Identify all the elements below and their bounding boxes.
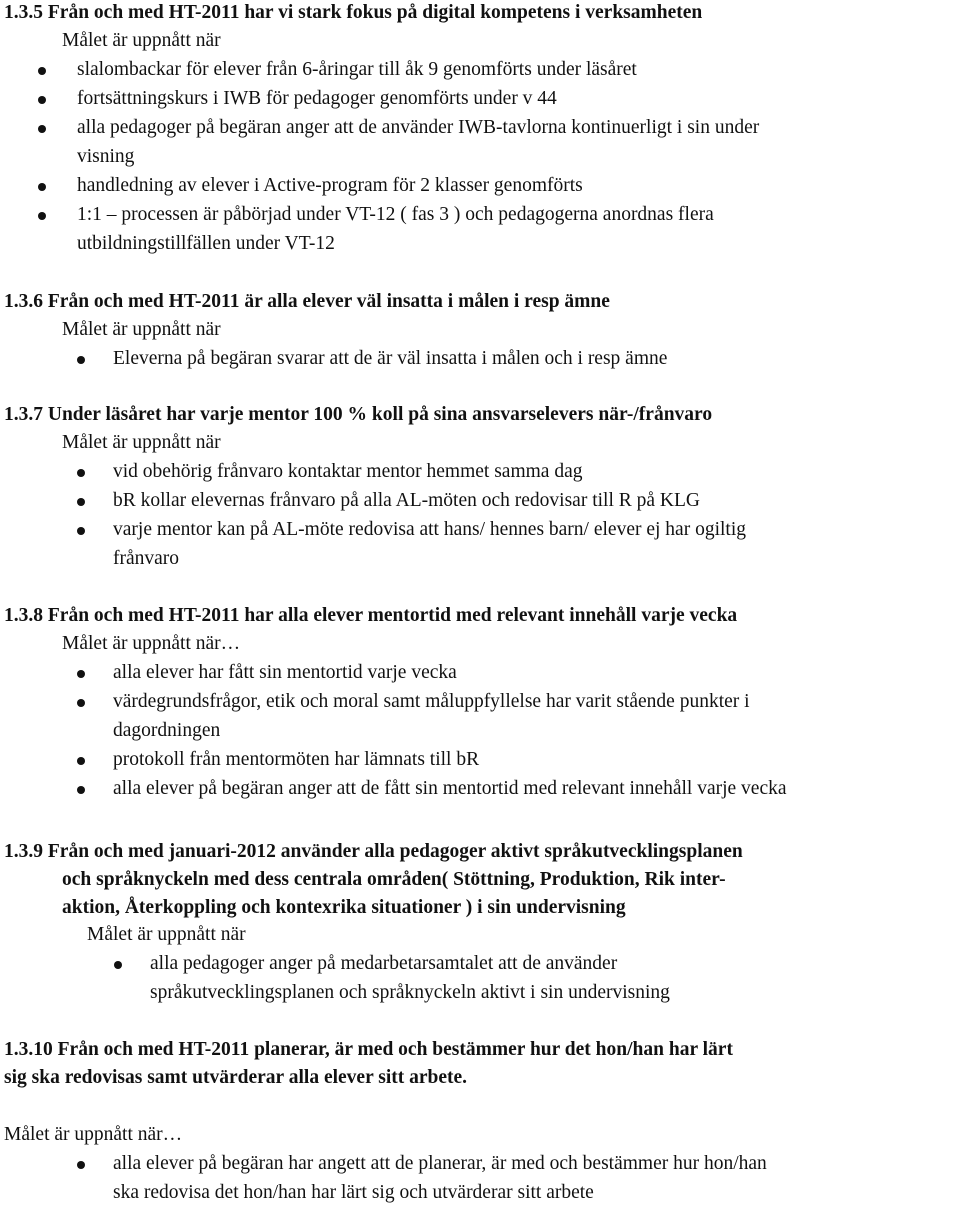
goal-label: Målet är uppnått när… xyxy=(62,633,241,654)
bullet-icon xyxy=(77,356,85,364)
section-heading: 1.3.7 Under läsåret har varje mentor 100 % koll på sina ansvarselevers när-/frånvaro xyxy=(4,404,713,425)
list-item: värdegrundsfrågor, etik och moral samt måluppfyllelse har varit stående punkter i xyxy=(113,691,750,712)
goal-label: Målet är uppnått när xyxy=(62,30,221,51)
list-item: alla pedagoger anger på medarbetarsamtalet att de använder xyxy=(150,953,618,974)
bullet-icon xyxy=(38,183,46,191)
section-heading: 1.3.5 Från och med HT-2011 har vi stark fokus på digital kompetens i verksamheten xyxy=(4,2,703,23)
list-item: alla elever på begäran anger att de fått sin mentortid med relevant innehåll varje vecka xyxy=(113,778,787,799)
list-item: bR kollar elevernas frånvaro på alla AL-möten och redovisar till R på KLG xyxy=(113,490,700,511)
bullet-icon xyxy=(38,96,46,104)
section-heading-continuation: aktion, Återkoppling och kontexrika situationer ) i sin undervisning xyxy=(62,897,626,918)
bullet-icon xyxy=(77,670,85,678)
section-heading: 1.3.8 Från och med HT-2011 har alla elever mentortid med relevant innehåll varje vecka xyxy=(4,605,738,626)
goal-label: Målet är uppnått när xyxy=(62,432,221,453)
list-item-continuation: visning xyxy=(77,146,135,167)
bullet-icon xyxy=(77,527,85,535)
list-item-continuation: dagordningen xyxy=(113,720,221,741)
bullet-icon xyxy=(38,212,46,220)
list-item-continuation: frånvaro xyxy=(113,548,180,569)
bullet-icon xyxy=(77,786,85,794)
list-item: alla elever har fått sin mentortid varje vecka xyxy=(113,662,457,683)
list-item: slalombackar för elever från 6-åringar till åk 9 genomförts under läsåret xyxy=(77,59,637,80)
list-item-continuation: utbildningstillfällen under VT-12 xyxy=(77,233,335,254)
section-heading: 1.3.9 Från och med januari-2012 använder alla pedagoger aktivt språkutvecklingsplanen xyxy=(4,841,743,862)
section-heading-continuation: och språknyckeln med dess centrala områden( Stöttning, Produktion, Rik inter- xyxy=(62,869,726,890)
list-item-continuation: språkutvecklingsplanen och språknyckeln aktivt i sin undervisning xyxy=(150,982,670,1003)
section-heading-continuation: sig ska redovisas samt utvärderar alla elever sitt arbete. xyxy=(4,1067,468,1088)
list-item: alla elever på begäran har angett att de planerar, är med och bestämmer hur hon/han xyxy=(113,1153,767,1174)
list-item: vid obehörig frånvaro kontaktar mentor hemmet samma dag xyxy=(113,461,583,482)
list-item: alla pedagoger på begäran anger att de använder IWB-tavlorna kontinuerligt i sin under xyxy=(77,117,760,138)
bullet-icon xyxy=(77,498,85,506)
section-heading: 1.3.6 Från och med HT-2011 är alla elever väl insatta i målen i resp ämne xyxy=(4,291,610,312)
bullet-icon xyxy=(38,125,46,133)
list-item-continuation: ska redovisa det hon/han har lärt sig och utvärderar sitt arbete xyxy=(113,1182,594,1203)
bullet-icon xyxy=(77,469,85,477)
bullet-icon xyxy=(38,67,46,75)
bullet-icon xyxy=(77,699,85,707)
bullet-icon xyxy=(114,961,122,969)
goal-label: Målet är uppnått när… xyxy=(4,1124,183,1145)
list-item: 1:1 – processen är påbörjad under VT-12 ( fas 3 ) och pedagogerna anordnas flera xyxy=(77,204,714,225)
goal-label: Målet är uppnått när xyxy=(62,319,221,340)
list-item: varje mentor kan på AL-möte redovisa att hans/ hennes barn/ elever ej har ogiltig xyxy=(113,519,746,540)
goal-label: Målet är uppnått när xyxy=(87,924,246,945)
list-item: Eleverna på begäran svarar att de är väl insatta i målen och i resp ämne xyxy=(113,348,668,369)
list-item: handledning av elever i Active-program för 2 klasser genomförts xyxy=(77,175,583,196)
section-heading: 1.3.10 Från och med HT-2011 planerar, är med och bestämmer hur det hon/han har lärt xyxy=(4,1039,733,1060)
list-item: protokoll från mentormöten har lämnats till bR xyxy=(113,749,480,770)
bullet-icon xyxy=(77,1161,85,1169)
bullet-icon xyxy=(77,757,85,765)
list-item: fortsättningskurs i IWB för pedagoger genomförts under v 44 xyxy=(77,88,557,109)
